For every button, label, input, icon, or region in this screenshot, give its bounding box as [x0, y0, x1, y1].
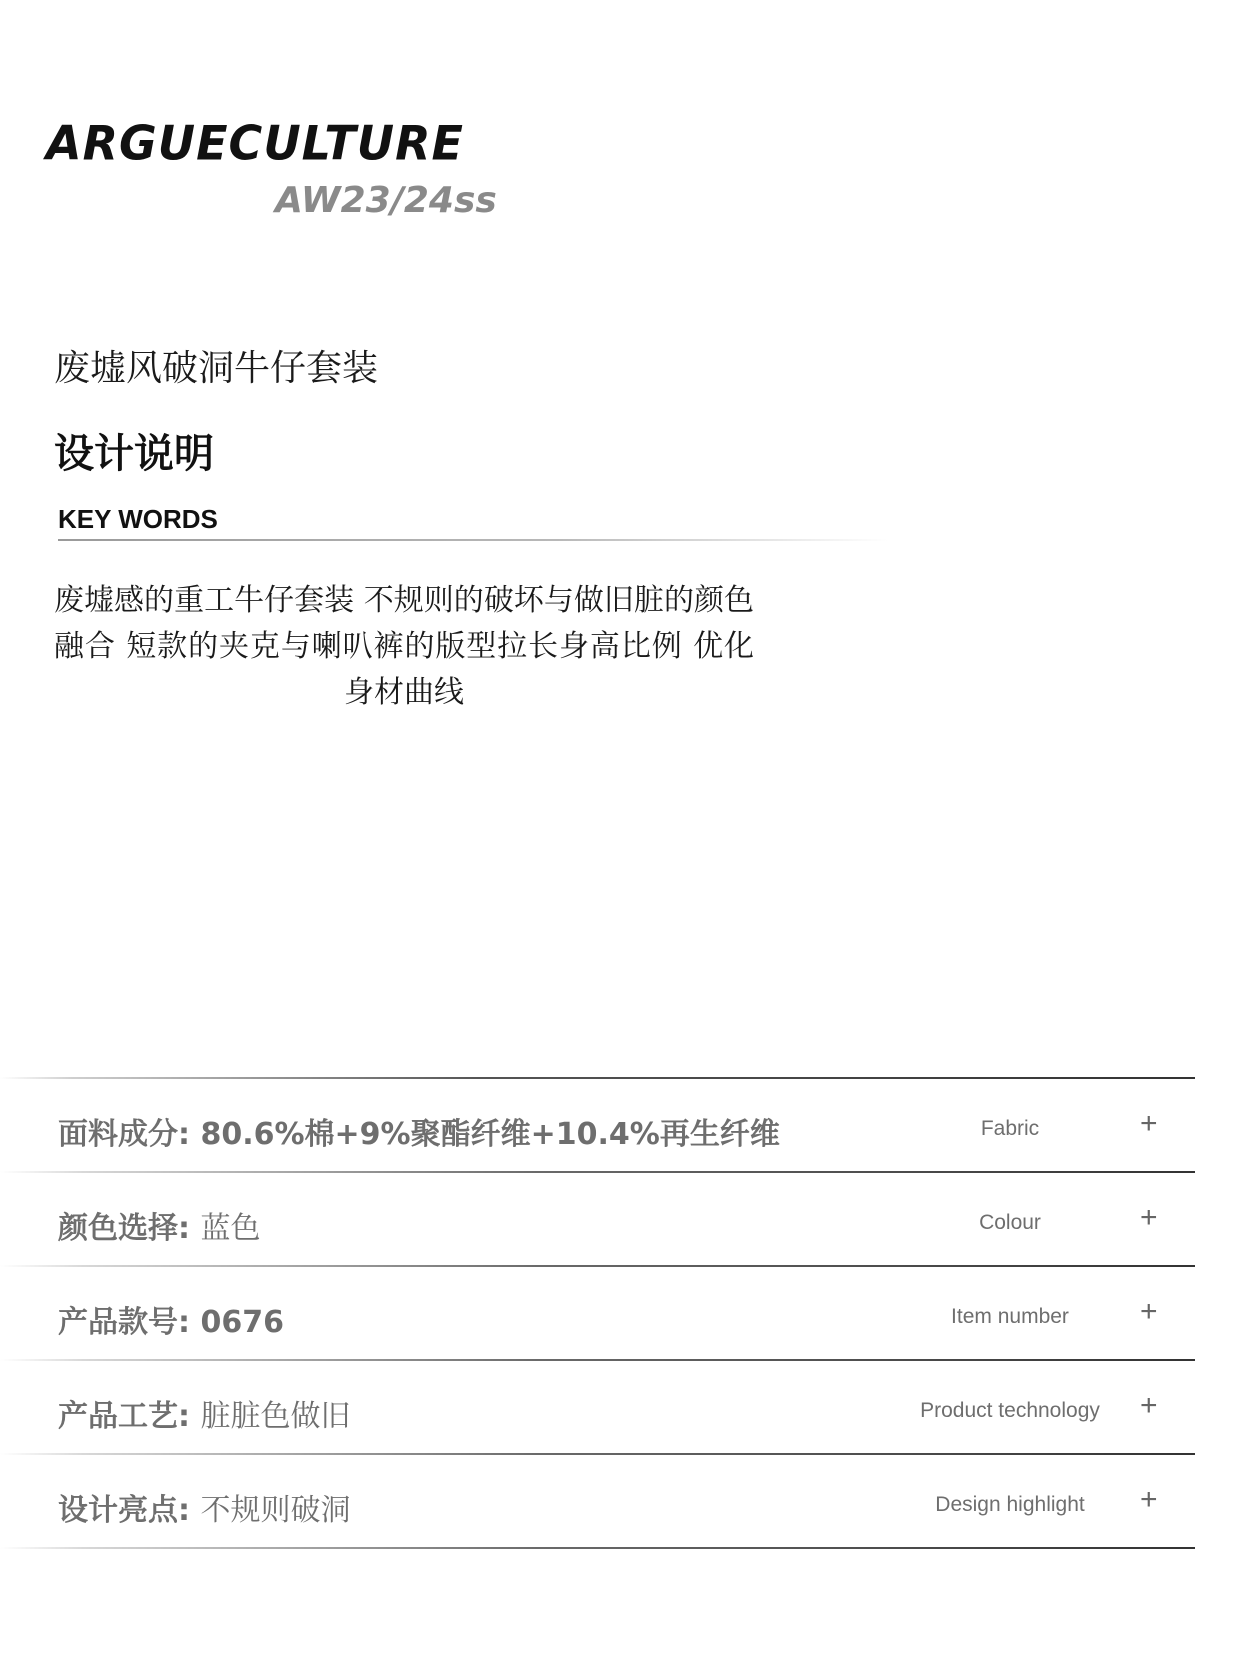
product-name: 废墟风破洞牛仔套装: [54, 348, 379, 389]
brand-logo: ARGUECULTURE: [46, 115, 464, 171]
spec-row-technology[interactable]: [0, 1361, 1242, 1455]
expand-plus-icon[interactable]: +: [1140, 1295, 1158, 1328]
spec-en-item-number: Item number: [951, 1305, 1069, 1328]
spec-label-technology: 产品工艺: 脏脏色做旧: [58, 1399, 351, 1434]
spec-value-colour: 蓝色: [200, 1211, 261, 1246]
spec-row-highlight[interactable]: [0, 1455, 1242, 1549]
expand-plus-icon[interactable]: +: [1140, 1201, 1158, 1234]
spec-row-fabric[interactable]: [0, 1079, 1242, 1173]
section-title: 设计说明: [54, 431, 214, 477]
expand-plus-icon[interactable]: +: [1140, 1107, 1158, 1140]
spec-value-technology: 脏脏色做旧: [200, 1399, 351, 1434]
spec-divider: [0, 1547, 1195, 1549]
spec-label-fabric: 面料成分: 80.6%棉+9%聚酯纤维+10.4%再生纤维: [58, 1117, 780, 1152]
spec-en-highlight: Design highlight: [935, 1493, 1085, 1516]
spec-value-item-number: 0676: [200, 1305, 284, 1340]
keywords-label: KEY WORDS: [58, 504, 218, 534]
expand-plus-icon[interactable]: +: [1140, 1483, 1158, 1516]
design-description: 废墟感的重工牛仔套装 不规则的破坏与做旧脏的颜色融合 短款的夹克与喇叭裤的版型拉长身高比例 优化身材曲线: [54, 583, 754, 710]
spec-en-colour: Colour: [979, 1211, 1041, 1234]
spec-row-item-number[interactable]: [0, 1267, 1242, 1361]
expand-plus-icon[interactable]: +: [1140, 1389, 1158, 1422]
spec-label-highlight: 设计亮点: 不规则破洞: [58, 1493, 351, 1528]
season-label: AW23/24ss: [275, 180, 497, 221]
keywords-divider: [58, 539, 888, 541]
spec-label-colour: 颜色选择: 蓝色: [58, 1211, 261, 1246]
spec-en-technology: Product technology: [920, 1399, 1100, 1422]
spec-en-fabric: Fabric: [980, 1117, 1040, 1140]
spec-row-colour[interactable]: [0, 1173, 1242, 1267]
spec-value-highlight: 不规则破洞: [200, 1493, 351, 1528]
spec-value-fabric: 80.6%棉+9%聚酯纤维+10.4%再生纤维: [200, 1117, 780, 1152]
spec-label-item-number: 产品款号: 0676: [58, 1305, 284, 1340]
